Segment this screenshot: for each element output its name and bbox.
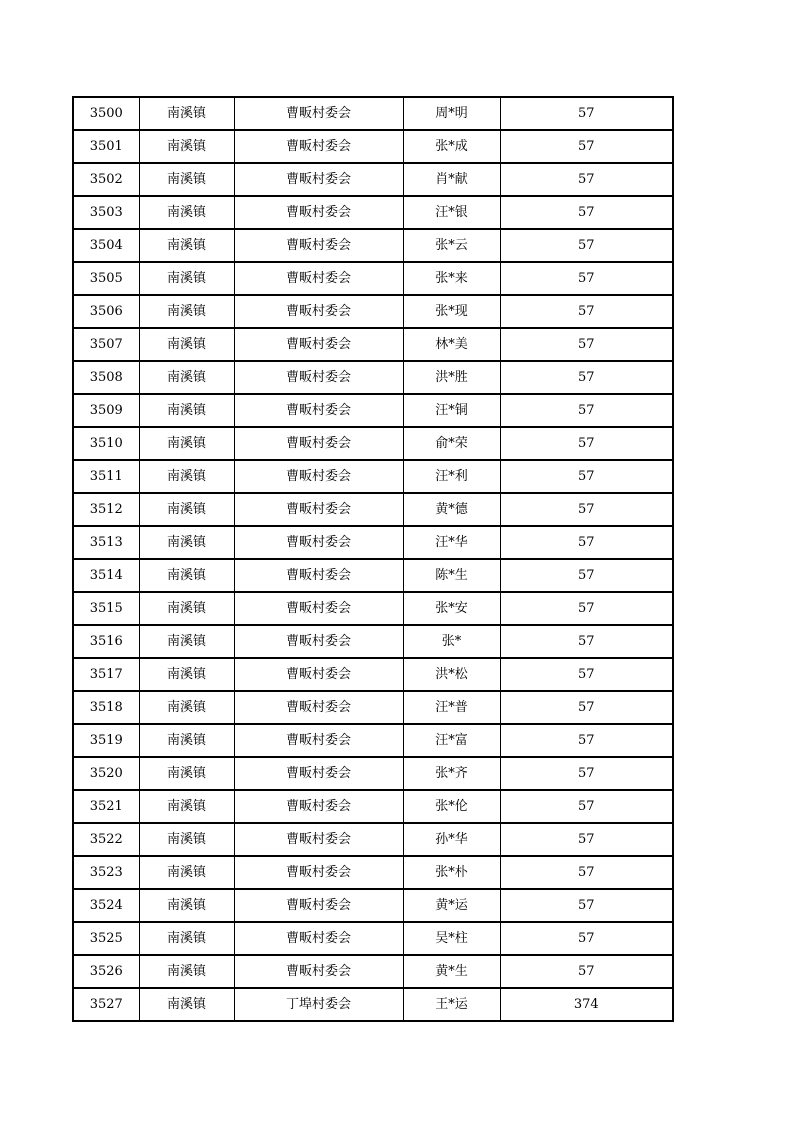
data-table xyxy=(72,96,674,1022)
row-number-cell: 3514 xyxy=(73,559,139,592)
row-number-cell: 3502 xyxy=(73,163,139,196)
name-cell: 汪*利 xyxy=(403,460,500,493)
town-cell: 南溪镇 xyxy=(139,427,234,460)
row-number-cell: 3501 xyxy=(73,130,139,163)
village-cell: 曹畈村委会 xyxy=(234,757,403,790)
amount-cell: 57 xyxy=(500,394,673,427)
village-cell: 曹畈村委会 xyxy=(234,262,403,295)
table-row xyxy=(73,955,673,988)
amount-cell: 57 xyxy=(500,757,673,790)
row-number-cell: 3506 xyxy=(73,295,139,328)
name-cell: 俞*荣 xyxy=(403,427,500,460)
row-number-cell: 3508 xyxy=(73,361,139,394)
village-cell: 曹畈村委会 xyxy=(234,361,403,394)
village-cell: 曹畈村委会 xyxy=(234,691,403,724)
table-row xyxy=(73,262,673,295)
amount-cell: 57 xyxy=(500,163,673,196)
row-number-cell: 3504 xyxy=(73,229,139,262)
name-cell: 张*成 xyxy=(403,130,500,163)
town-cell: 南溪镇 xyxy=(139,361,234,394)
village-cell: 曹畈村委会 xyxy=(234,790,403,823)
name-cell: 汪*华 xyxy=(403,526,500,559)
amount-cell: 57 xyxy=(500,889,673,922)
amount-cell: 57 xyxy=(500,130,673,163)
village-cell: 曹畈村委会 xyxy=(234,889,403,922)
town-cell: 南溪镇 xyxy=(139,295,234,328)
table-row xyxy=(73,97,673,130)
name-cell: 张*齐 xyxy=(403,757,500,790)
village-cell: 丁埠村委会 xyxy=(234,988,403,1021)
row-number-cell: 3516 xyxy=(73,625,139,658)
village-cell: 曹畈村委会 xyxy=(234,163,403,196)
town-cell: 南溪镇 xyxy=(139,691,234,724)
town-cell: 南溪镇 xyxy=(139,97,234,130)
village-cell: 曹畈村委会 xyxy=(234,229,403,262)
town-cell: 南溪镇 xyxy=(139,493,234,526)
town-cell: 南溪镇 xyxy=(139,394,234,427)
table-row xyxy=(73,526,673,559)
table-row xyxy=(73,724,673,757)
name-cell: 张*朴 xyxy=(403,856,500,889)
village-cell: 曹畈村委会 xyxy=(234,460,403,493)
row-number-cell: 3507 xyxy=(73,328,139,361)
table-row xyxy=(73,889,673,922)
row-number-cell: 3521 xyxy=(73,790,139,823)
village-cell: 曹畈村委会 xyxy=(234,724,403,757)
row-number-cell: 3524 xyxy=(73,889,139,922)
table-row xyxy=(73,460,673,493)
town-cell: 南溪镇 xyxy=(139,559,234,592)
town-cell: 南溪镇 xyxy=(139,988,234,1021)
table-row xyxy=(73,922,673,955)
village-cell: 曹畈村委会 xyxy=(234,592,403,625)
village-cell: 曹畈村委会 xyxy=(234,493,403,526)
table-row xyxy=(73,361,673,394)
table-row xyxy=(73,163,673,196)
row-number-cell: 3510 xyxy=(73,427,139,460)
town-cell: 南溪镇 xyxy=(139,955,234,988)
name-cell: 陈*生 xyxy=(403,559,500,592)
amount-cell: 57 xyxy=(500,196,673,229)
amount-cell: 57 xyxy=(500,592,673,625)
row-number-cell: 3520 xyxy=(73,757,139,790)
amount-cell: 57 xyxy=(500,856,673,889)
town-cell: 南溪镇 xyxy=(139,592,234,625)
amount-cell: 57 xyxy=(500,955,673,988)
table-row xyxy=(73,229,673,262)
name-cell: 洪*胜 xyxy=(403,361,500,394)
table-row xyxy=(73,856,673,889)
table-row xyxy=(73,130,673,163)
row-number-cell: 3517 xyxy=(73,658,139,691)
table-row xyxy=(73,493,673,526)
amount-cell: 57 xyxy=(500,724,673,757)
amount-cell: 57 xyxy=(500,295,673,328)
table-row xyxy=(73,988,673,1021)
amount-cell: 57 xyxy=(500,262,673,295)
name-cell: 孙*华 xyxy=(403,823,500,856)
town-cell: 南溪镇 xyxy=(139,625,234,658)
name-cell: 张*伦 xyxy=(403,790,500,823)
village-cell: 曹畈村委会 xyxy=(234,526,403,559)
village-cell: 曹畈村委会 xyxy=(234,625,403,658)
name-cell: 肖*献 xyxy=(403,163,500,196)
row-number-cell: 3518 xyxy=(73,691,139,724)
village-cell: 曹畈村委会 xyxy=(234,922,403,955)
town-cell: 南溪镇 xyxy=(139,790,234,823)
amount-cell: 57 xyxy=(500,427,673,460)
row-number-cell: 3523 xyxy=(73,856,139,889)
village-cell: 曹畈村委会 xyxy=(234,196,403,229)
amount-cell: 57 xyxy=(500,559,673,592)
table-row xyxy=(73,592,673,625)
row-number-cell: 3505 xyxy=(73,262,139,295)
row-number-cell: 3525 xyxy=(73,922,139,955)
table-body xyxy=(73,97,673,1021)
amount-cell: 57 xyxy=(500,658,673,691)
amount-cell: 57 xyxy=(500,328,673,361)
town-cell: 南溪镇 xyxy=(139,460,234,493)
name-cell: 汪*普 xyxy=(403,691,500,724)
row-number-cell: 3511 xyxy=(73,460,139,493)
name-cell: 汪*银 xyxy=(403,196,500,229)
amount-cell: 57 xyxy=(500,493,673,526)
amount-cell: 57 xyxy=(500,691,673,724)
table-row xyxy=(73,295,673,328)
table-row xyxy=(73,823,673,856)
name-cell: 黄*运 xyxy=(403,889,500,922)
table-row xyxy=(73,691,673,724)
town-cell: 南溪镇 xyxy=(139,724,234,757)
name-cell: 汪*铜 xyxy=(403,394,500,427)
name-cell: 张*云 xyxy=(403,229,500,262)
row-number-cell: 3522 xyxy=(73,823,139,856)
amount-cell: 57 xyxy=(500,790,673,823)
village-cell: 曹畈村委会 xyxy=(234,97,403,130)
amount-cell: 57 xyxy=(500,922,673,955)
name-cell: 张* xyxy=(403,625,500,658)
town-cell: 南溪镇 xyxy=(139,262,234,295)
amount-cell: 57 xyxy=(500,625,673,658)
amount-cell: 57 xyxy=(500,460,673,493)
amount-cell: 57 xyxy=(500,526,673,559)
table-row xyxy=(73,196,673,229)
row-number-cell: 3519 xyxy=(73,724,139,757)
row-number-cell: 3527 xyxy=(73,988,139,1021)
row-number-cell: 3526 xyxy=(73,955,139,988)
row-number-cell: 3500 xyxy=(73,97,139,130)
table-row xyxy=(73,559,673,592)
table-row xyxy=(73,427,673,460)
row-number-cell: 3513 xyxy=(73,526,139,559)
row-number-cell: 3515 xyxy=(73,592,139,625)
name-cell: 洪*松 xyxy=(403,658,500,691)
town-cell: 南溪镇 xyxy=(139,922,234,955)
name-cell: 张*现 xyxy=(403,295,500,328)
town-cell: 南溪镇 xyxy=(139,658,234,691)
name-cell: 周*明 xyxy=(403,97,500,130)
name-cell: 林*美 xyxy=(403,328,500,361)
village-cell: 曹畈村委会 xyxy=(234,559,403,592)
table-row xyxy=(73,625,673,658)
village-cell: 曹畈村委会 xyxy=(234,658,403,691)
row-number-cell: 3512 xyxy=(73,493,139,526)
amount-cell: 57 xyxy=(500,97,673,130)
table-row xyxy=(73,658,673,691)
name-cell: 黄*德 xyxy=(403,493,500,526)
village-cell: 曹畈村委会 xyxy=(234,130,403,163)
town-cell: 南溪镇 xyxy=(139,163,234,196)
table-row xyxy=(73,790,673,823)
table-row xyxy=(73,328,673,361)
table-row xyxy=(73,757,673,790)
town-cell: 南溪镇 xyxy=(139,823,234,856)
amount-cell: 374 xyxy=(500,988,673,1021)
name-cell: 吴*柱 xyxy=(403,922,500,955)
amount-cell: 57 xyxy=(500,229,673,262)
row-number-cell: 3509 xyxy=(73,394,139,427)
name-cell: 张*来 xyxy=(403,262,500,295)
town-cell: 南溪镇 xyxy=(139,889,234,922)
name-cell: 王*运 xyxy=(403,988,500,1021)
amount-cell: 57 xyxy=(500,361,673,394)
town-cell: 南溪镇 xyxy=(139,130,234,163)
town-cell: 南溪镇 xyxy=(139,856,234,889)
village-cell: 曹畈村委会 xyxy=(234,394,403,427)
village-cell: 曹畈村委会 xyxy=(234,856,403,889)
name-cell: 汪*富 xyxy=(403,724,500,757)
town-cell: 南溪镇 xyxy=(139,196,234,229)
village-cell: 曹畈村委会 xyxy=(234,823,403,856)
amount-cell: 57 xyxy=(500,823,673,856)
village-cell: 曹畈村委会 xyxy=(234,328,403,361)
name-cell: 张*安 xyxy=(403,592,500,625)
village-cell: 曹畈村委会 xyxy=(234,427,403,460)
village-cell: 曹畈村委会 xyxy=(234,295,403,328)
town-cell: 南溪镇 xyxy=(139,229,234,262)
town-cell: 南溪镇 xyxy=(139,757,234,790)
table-row xyxy=(73,394,673,427)
name-cell: 黄*生 xyxy=(403,955,500,988)
town-cell: 南溪镇 xyxy=(139,526,234,559)
row-number-cell: 3503 xyxy=(73,196,139,229)
village-cell: 曹畈村委会 xyxy=(234,955,403,988)
town-cell: 南溪镇 xyxy=(139,328,234,361)
